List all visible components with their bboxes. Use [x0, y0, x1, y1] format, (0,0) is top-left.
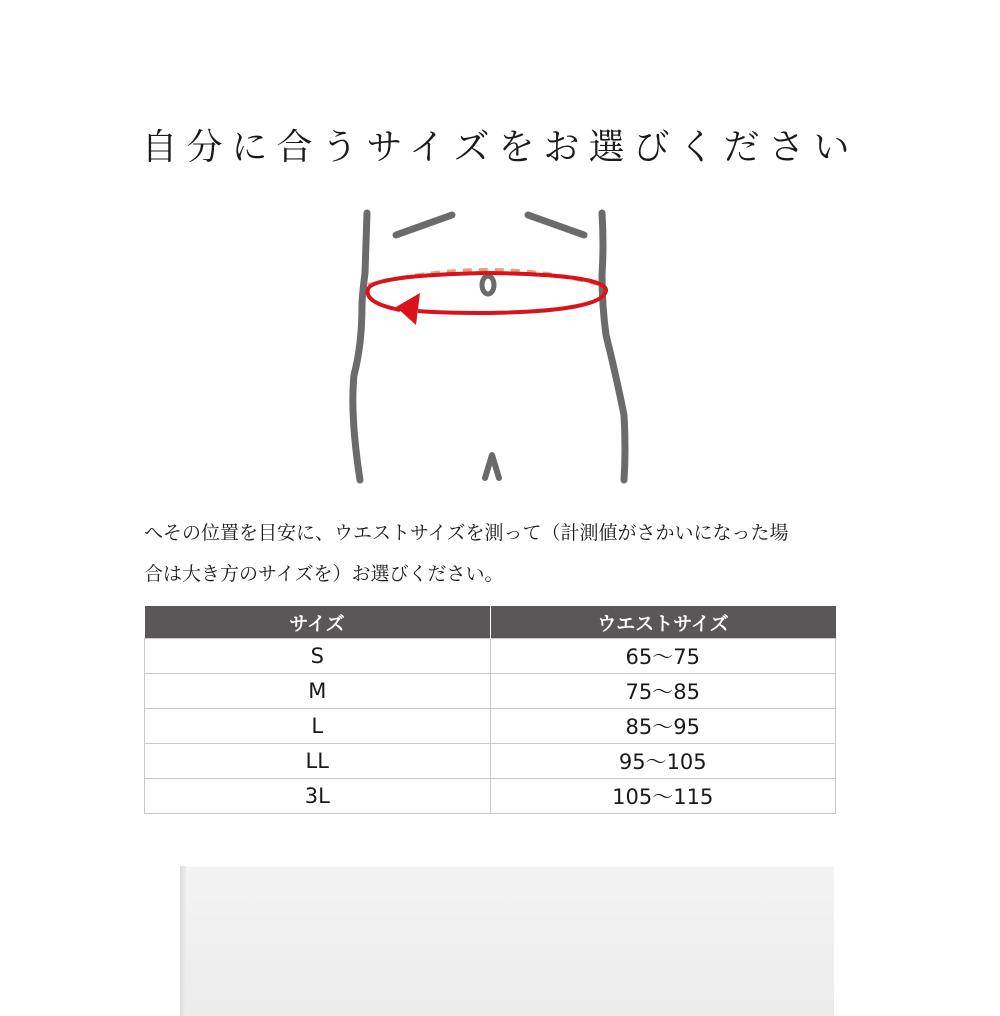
size-cell: L [145, 709, 491, 744]
table-header-row [145, 606, 836, 639]
waist-cell: 65〜75 [490, 639, 836, 674]
arrow-head-icon [396, 293, 420, 325]
waist-measurement-illustration [340, 205, 640, 485]
chest-right-line [528, 215, 584, 235]
size-chart-table [144, 606, 836, 814]
torso-left-outline [353, 213, 367, 480]
instructions-line-1: へその位置を目安に、ウエストサイズを測って（計測値がさかいになった場 [144, 522, 789, 544]
torso-right-outline [602, 213, 625, 480]
size-cell: M [145, 674, 491, 709]
measurement-instructions [144, 513, 844, 595]
table-row [145, 709, 836, 744]
table-row [145, 639, 836, 674]
size-cell: 3L [145, 779, 491, 814]
table-row [145, 744, 836, 779]
navel [482, 276, 494, 294]
waist-cell: 105〜115 [490, 779, 836, 814]
header-size: サイズ [145, 606, 491, 639]
groin-mark [485, 455, 499, 478]
table-row [145, 779, 836, 814]
size-cell: S [145, 639, 491, 674]
table-row [145, 674, 836, 709]
chest-left-line [396, 215, 452, 235]
page-title: 自分に合うサイズをお選びください [141, 127, 859, 168]
waist-cell: 75〜85 [490, 674, 836, 709]
waist-cell: 85〜95 [490, 709, 836, 744]
waist-cell: 95〜105 [490, 744, 836, 779]
size-cell: LL [145, 744, 491, 779]
product-box-image [180, 866, 834, 1016]
instructions-line-2: 合は大き方のサイズを）お選びください。 [144, 563, 504, 585]
header-waist-size: ウエストサイズ [490, 606, 836, 639]
